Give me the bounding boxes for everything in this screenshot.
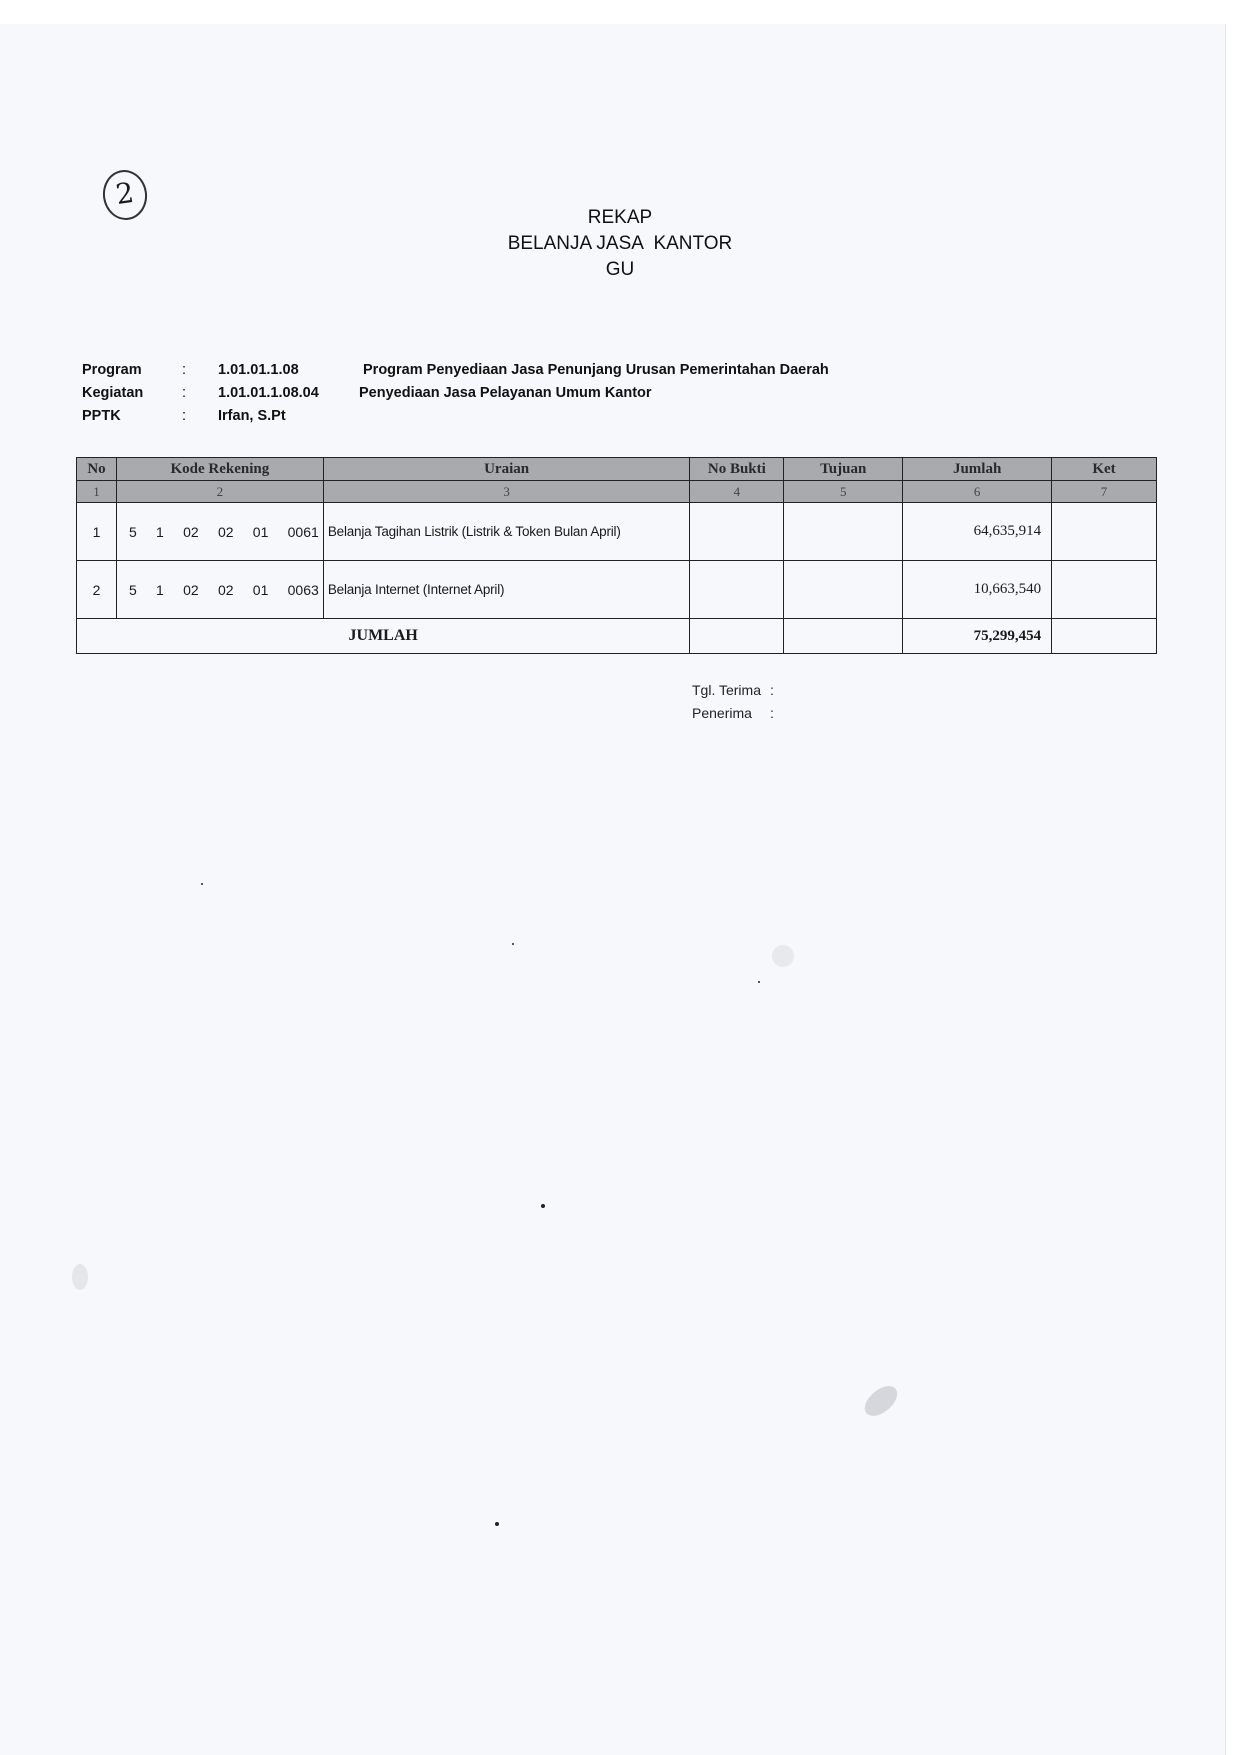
total-value: 75,299,454 bbox=[903, 619, 1052, 654]
table-row bbox=[77, 561, 1157, 619]
total-no-bukti bbox=[690, 619, 784, 654]
header-jumlah: Jumlah bbox=[903, 458, 1052, 481]
table-row bbox=[77, 503, 1157, 561]
scan-speck bbox=[758, 981, 760, 983]
header-ket: Ket bbox=[1052, 458, 1157, 481]
code-segment: 02 bbox=[183, 581, 199, 598]
row-jumlah: 64,635,914 bbox=[903, 503, 1052, 561]
col-number: 5 bbox=[784, 481, 903, 503]
page-right-edge bbox=[1225, 24, 1240, 1755]
document-title bbox=[420, 205, 820, 283]
col-number: 2 bbox=[116, 481, 323, 503]
row-uraian: Belanja Tagihan Listrik (Listrik & Token Bulan April) bbox=[323, 503, 690, 561]
row-ket bbox=[1052, 503, 1157, 561]
meta-code: 1.01.01.1.08.04 bbox=[218, 385, 319, 401]
receipt-label: Penerima bbox=[692, 705, 752, 721]
meta-code: 1.01.01.1.08 bbox=[218, 362, 299, 378]
row-no-bukti bbox=[690, 503, 784, 561]
row-ket bbox=[1052, 561, 1157, 619]
code-segment: 0061 bbox=[287, 523, 319, 540]
code-segment: 1 bbox=[156, 523, 164, 540]
scan-speck bbox=[512, 943, 514, 945]
meta-colon: : bbox=[182, 362, 187, 378]
row-no: 1 bbox=[77, 503, 117, 561]
col-number: 6 bbox=[903, 481, 1052, 503]
meta-label: Kegiatan bbox=[82, 385, 144, 401]
meta-name: Penyediaan Jasa Pelayanan Umum Kantor bbox=[359, 385, 652, 401]
col-number: 4 bbox=[690, 481, 784, 503]
row-uraian: Belanja Internet (Internet April) bbox=[323, 561, 690, 619]
code-segment: 5 bbox=[128, 523, 137, 540]
code-segment: 01 bbox=[252, 581, 269, 598]
receipt-colon: : bbox=[770, 682, 774, 698]
scan-speck bbox=[495, 1522, 499, 1526]
row-tujuan bbox=[784, 561, 903, 619]
scan-smudge bbox=[859, 1380, 902, 1421]
row-no: 2 bbox=[77, 561, 117, 619]
title-line-2: BELANJA JASA KANTOR bbox=[507, 233, 733, 254]
header-no: No bbox=[77, 458, 117, 481]
page-top-edge bbox=[0, 0, 1240, 24]
header-no-bukti: No Bukti bbox=[690, 458, 784, 481]
scan-smudge bbox=[72, 1264, 88, 1290]
total-tujuan bbox=[784, 619, 903, 654]
meta-label: Program bbox=[82, 362, 142, 378]
scan-speck bbox=[541, 1204, 545, 1208]
code-segment: 0063 bbox=[287, 581, 319, 598]
row-no-bukti bbox=[690, 561, 784, 619]
meta-colon: : bbox=[182, 385, 187, 401]
total-ket bbox=[1052, 619, 1157, 654]
receipt-label: Tgl. Terima bbox=[692, 682, 761, 698]
row-jumlah: 10,663,540 bbox=[903, 561, 1052, 619]
row-tujuan bbox=[784, 503, 903, 561]
code-segment: 1 bbox=[156, 581, 164, 598]
code-segment: 02 bbox=[217, 523, 234, 540]
code-segment: 5 bbox=[128, 581, 137, 598]
header-uraian: Uraian bbox=[323, 458, 690, 481]
handwritten-page-number: 2 bbox=[100, 167, 151, 223]
col-number: 1 bbox=[77, 481, 117, 503]
header-kode-rekening: Kode Rekening bbox=[116, 458, 323, 481]
code-segment: 01 bbox=[252, 523, 269, 540]
receipt-colon: : bbox=[770, 705, 774, 721]
total-row bbox=[77, 619, 1157, 654]
header-tujuan: Tujuan bbox=[784, 458, 903, 481]
col-number: 7 bbox=[1052, 481, 1157, 503]
meta-code: Irfan, S.Pt bbox=[218, 408, 286, 424]
row-kode-rekening bbox=[116, 503, 323, 561]
rekap-table bbox=[76, 457, 1157, 654]
title-line-3: GU bbox=[605, 259, 635, 280]
meta-label: PPTK bbox=[82, 408, 121, 424]
meta-colon: : bbox=[182, 408, 187, 424]
scan-speck bbox=[201, 883, 203, 885]
row-kode-rekening bbox=[116, 561, 323, 619]
meta-name: Program Penyediaan Jasa Penunjang Urusan Pemerintahan Daerah bbox=[363, 362, 829, 378]
code-segment: 02 bbox=[183, 523, 199, 540]
table-header-row bbox=[77, 458, 1157, 481]
code-segment: 02 bbox=[217, 581, 234, 598]
total-label: JUMLAH bbox=[77, 619, 690, 654]
col-number: 3 bbox=[323, 481, 690, 503]
title-line-1: REKAP bbox=[587, 207, 653, 228]
scan-smudge bbox=[772, 945, 794, 967]
column-number-row bbox=[77, 481, 1157, 503]
